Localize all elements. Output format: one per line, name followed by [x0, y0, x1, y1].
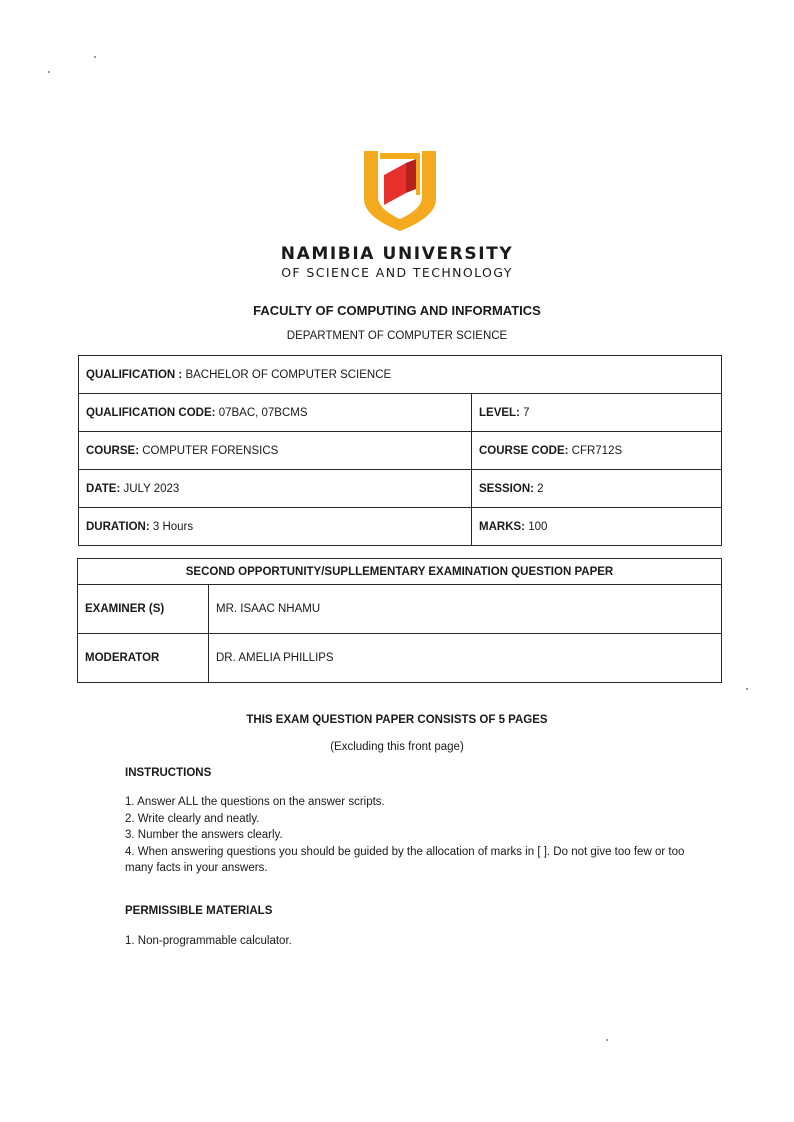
session-cell: [472, 470, 722, 508]
marks-cell: [472, 508, 722, 546]
duration-row: [79, 508, 722, 546]
duration-label: DURATION:: [86, 520, 150, 533]
course-cell: [79, 432, 472, 470]
date-cell: [79, 470, 472, 508]
qualification-code-label: QUALIFICATION CODE:: [86, 406, 216, 419]
marks-value: 100: [528, 520, 548, 533]
level-value: 7: [523, 406, 530, 419]
date-value: JULY 2023: [123, 482, 180, 495]
course-code-label: COURSE CODE:: [479, 444, 569, 457]
scan-speck: [48, 71, 50, 73]
qualification-cell: [79, 356, 722, 394]
scan-speck: [606, 1039, 608, 1041]
permissible-materials-list: [125, 933, 685, 950]
instruction-item: 2. Write clearly and neatly.: [125, 812, 260, 825]
scan-speck: [94, 56, 96, 58]
page-count-note: THIS EXAM QUESTION PAPER CONSISTS OF 5 PAGES: [246, 714, 548, 726]
examiner-label: EXAMINER (S): [78, 585, 209, 634]
permissible-item: 1. Non-programmable calculator.: [125, 935, 292, 947]
examiner-row: [78, 585, 722, 634]
qualification-value: BACHELOR OF COMPUTER SCIENCE: [185, 368, 392, 381]
instruction-item: 4. When answering questions you should be guided by the allocation of marks in [ ]. Do not give too few or too many facts in your answers.: [125, 845, 685, 874]
course-code-cell: [472, 432, 722, 470]
university-subtitle: OF SCIENCE AND TECHNOLOGY: [281, 265, 513, 280]
instructions-heading: INSTRUCTIONS: [125, 767, 212, 779]
instructions-list: [125, 794, 685, 877]
instruction-item: 1. Answer ALL the questions on the answer scripts.: [125, 796, 385, 808]
examiner-table: [77, 558, 722, 683]
permissible-materials-heading: PERMISSIBLE MATERIALS: [125, 905, 273, 917]
session-value: 2: [537, 482, 544, 495]
course-label: COURSE:: [86, 444, 140, 457]
examiner-value: MR. ISAAC NHAMU: [209, 585, 722, 634]
marks-label: MARKS:: [479, 520, 525, 533]
date-label: DATE:: [86, 482, 121, 495]
level-label: LEVEL:: [479, 406, 520, 419]
course-value: COMPUTER FORENSICS: [142, 444, 279, 457]
qualification-code-value: 07BAC, 07BCMS: [218, 406, 308, 419]
moderator-row: [78, 634, 722, 683]
qualification-code-row: [79, 394, 722, 432]
qualification-code-cell: [79, 394, 472, 432]
duration-cell: [79, 508, 472, 546]
qualification-row: [79, 356, 722, 394]
exam-paper-title-row: [78, 559, 722, 585]
course-code-value: CFR712S: [571, 444, 623, 457]
duration-value: 3 Hours: [152, 520, 194, 533]
qualification-label: QUALIFICATION :: [86, 368, 183, 381]
date-row: [79, 470, 722, 508]
course-row: [79, 432, 722, 470]
instruction-item: 3. Number the answers clearly.: [125, 829, 283, 841]
university-name: NAMIBIA UNIVERSITY: [280, 244, 514, 264]
session-label: SESSION:: [479, 482, 534, 495]
excluding-front-page-note: (Excluding this front page): [330, 741, 464, 753]
exam-paper-title: SECOND OPPORTUNITY/SUPLLEMENTARY EXAMINATION QUESTION PAPER: [78, 559, 722, 585]
moderator-label: MODERATOR: [78, 634, 209, 683]
level-cell: [472, 394, 722, 432]
scan-speck: [746, 688, 748, 690]
department-title: DEPARTMENT OF COMPUTER SCIENCE: [286, 330, 508, 342]
moderator-value: DR. AMELIA PHILLIPS: [209, 634, 722, 683]
university-shield-logo: [358, 147, 442, 233]
faculty-title: FACULTY OF COMPUTING AND INFORMATICS: [253, 303, 541, 318]
exam-details-table: [78, 355, 722, 546]
